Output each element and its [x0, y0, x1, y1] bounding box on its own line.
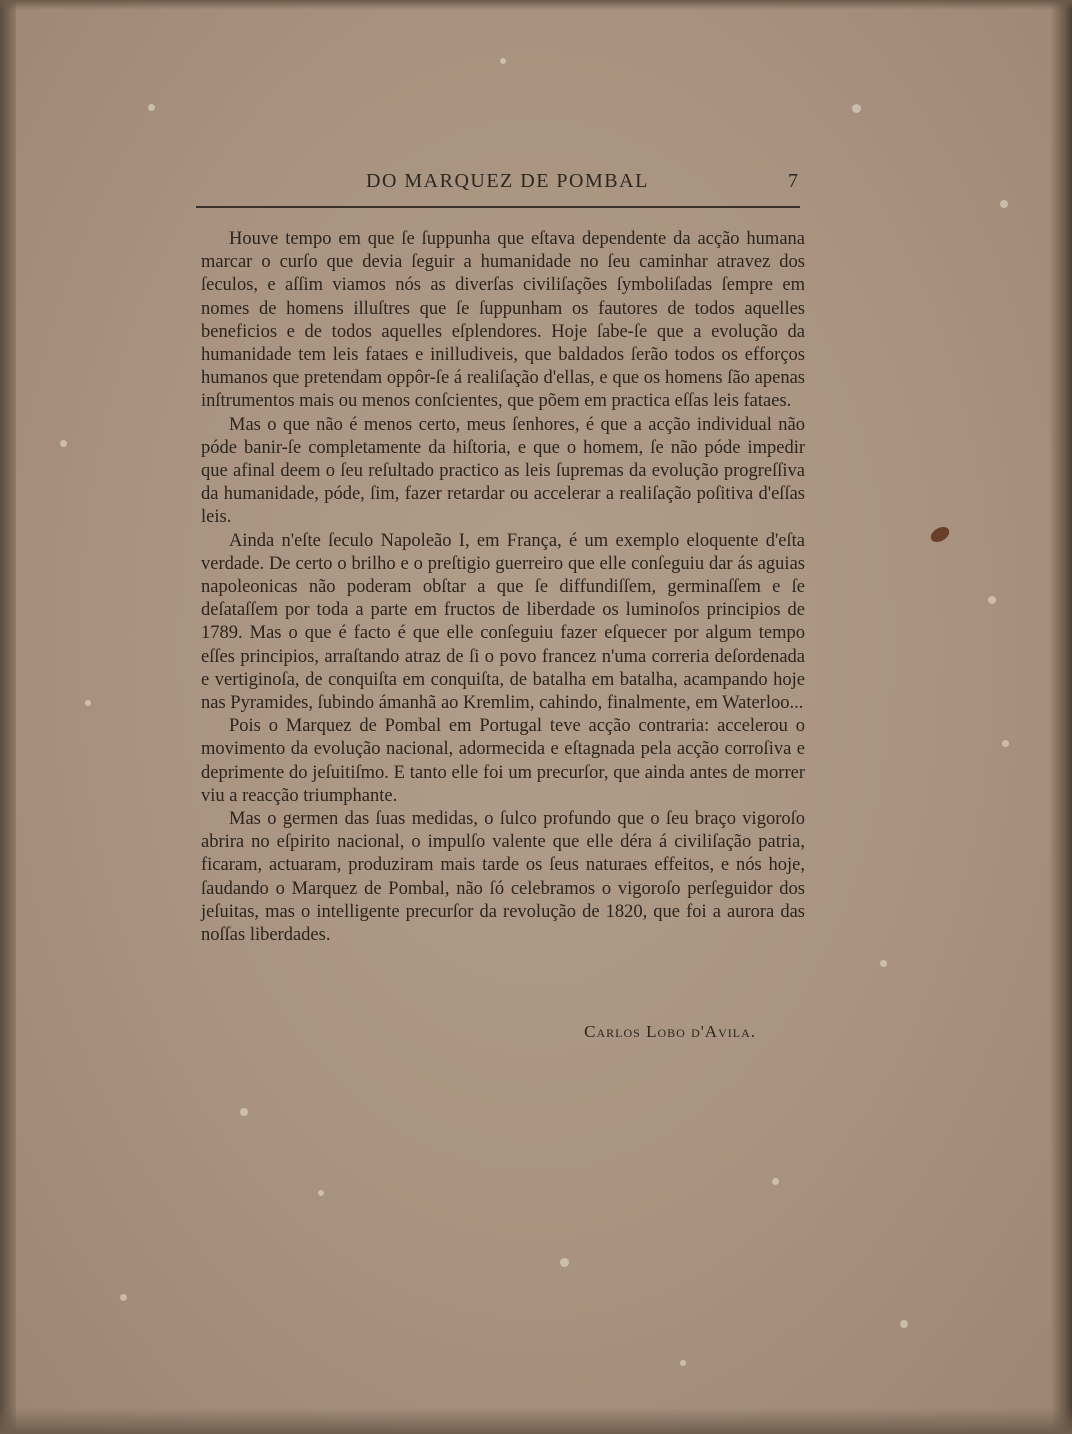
paper-speck — [500, 58, 506, 64]
body-text — [201, 228, 805, 947]
page-edge-bottom — [0, 1408, 1072, 1434]
ink-stain — [928, 524, 952, 545]
page-header — [196, 170, 808, 200]
paper-speck — [988, 596, 996, 604]
paper-speck — [120, 1294, 127, 1301]
page-edge-right — [1050, 0, 1072, 1434]
author-signature: Carlos Lobo d'Avila. — [584, 1022, 756, 1041]
paragraph: Pois o Marquez de Pombal em Portugal teve acção contraria: accelerou o movimento da evolução nacional, adormecida e eſtagnada pela acção corroſiva e deprimente do jeſuitiſmo. E tanto elle foi um precurſor, que ainda antes de morrer viu a reacção triumphante. — [201, 716, 805, 806]
paragraph: Mas o germen das ſuas medidas, o ſulco profundo que o ſeu braço vigoroſo abrira no eſpirito nacional, o impulſo valente que elle déra á civiliſação patria, ficaram, actuaram, produziram mais tarde os ſeus naturaes effeitos, e nós hoje, ſaudando o Marquez de Pombal, não ſó celebramos o vigoroſo perſeguidor dos jeſuitas, mas o intelligente precurſor da revolução de 1820, que foi a aurora das noſſas liberdades. — [201, 809, 805, 946]
paper-speck — [60, 440, 67, 447]
paper-speck — [852, 104, 861, 113]
binding-shadow — [0, 0, 16, 1434]
paragraph: Ainda n'eſte ſeculo Napoleão I, em França, é um exemplo eloquente d'eſta verdade. De certo o brilho e o preſtigio guerreiro que elle conſeguiu dar ás aguias napoleonicas não poderam obſtar a que ſe diffundiſſem, germinaſſem e ſe deſataſſem por toda a parte em fructos de liberdade os luminoſos principios de 1789. Mas o que é facto é que elle conſeguiu fazer eſquecer por algum tempo eſſes principios, arraſtando atraz de ſi o povo francez n'uma correria deſordenada e vertiginoſa, de conquiſta em conquiſta, de batalha em batalha, acampando hoje nas Pyramides, ſubindo ámanhã ao Kremlim, cahindo, finalmente, em Waterloo... — [201, 530, 805, 714]
paper-speck — [1000, 200, 1008, 208]
running-title: DO MARQUEZ DE POMBAL — [366, 170, 649, 192]
paper-speck — [240, 1108, 248, 1116]
paragraph: Houve tempo em que ſe ſuppunha que eſtava dependente da acção humana marcar o curſo que devia ſeguir a humanidade no ſeu caminhar atravez dos ſeculos, e aſſim viamos nós as diverſas civiliſações ſymboliſadas ſempre em nomes de homens illuſtres que ſe ſuppunham os fautores de todos aquelles beneficios e de todos aquelles eſplendores. Hoje ſabe-ſe que a evolução da humanidade tem leis fataes e inilludiveis, que baldados ſerão todos os efforços humanos que pretendam oppôr-ſe á realiſação d'ellas, e que os homens ſão apenas inſtrumentos mais ou menos conſcientes, que põem em practica eſſas leis fataes. — [201, 229, 805, 412]
page-edge-top — [0, 0, 1072, 10]
header-rule — [196, 206, 800, 208]
paragraph: Mas o que não é menos certo, meus ſenhores, é que a acção individual não póde banir-ſe completamente da hiſtoria, e que o homem, ſe não póde impedir que afinal deem o ſeu reſultado practico as leis ſupremas da evolução progreſſiva da humanidade, póde, ſim, fazer retardar ou accelerar a realiſação poſitiva d'eſſas leis. — [201, 414, 805, 528]
paper-speck — [318, 1190, 324, 1196]
paper-speck — [560, 1258, 569, 1267]
paper-speck — [880, 960, 887, 967]
paper-speck — [85, 700, 91, 706]
paper-speck — [1002, 740, 1009, 747]
paper-speck — [900, 1320, 908, 1328]
paper-speck — [148, 104, 155, 111]
paper-speck — [680, 1360, 686, 1366]
paper-speck — [772, 1178, 779, 1185]
page-number: 7 — [788, 170, 798, 192]
